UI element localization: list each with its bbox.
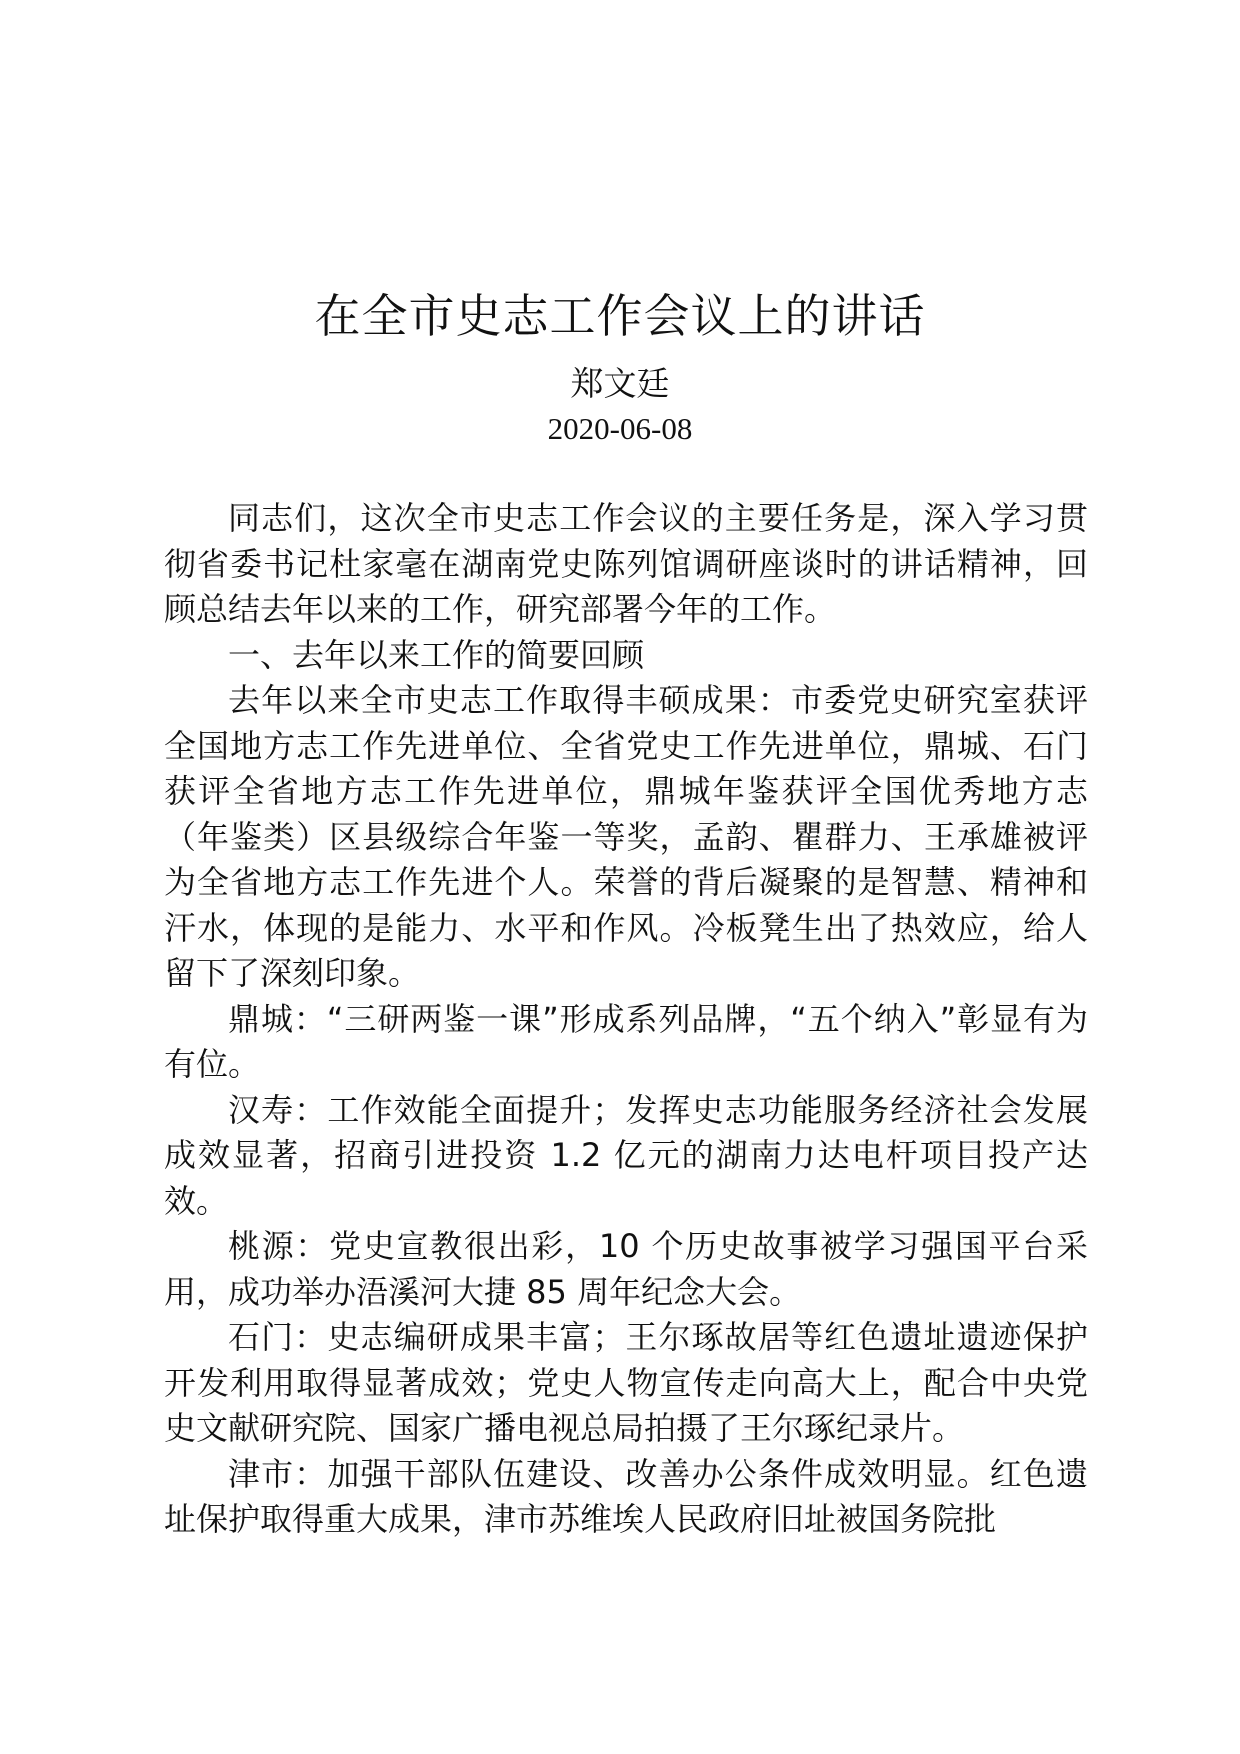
document-title: 在全市史志工作会议上的讲话: [314, 289, 926, 343]
paragraph-taoyuan: 桃源：党史宣教很出彩，10 个历史故事被学习强国平台采用，成功举办浯溪河大捷 85 周年纪念大会。: [164, 1227, 1088, 1311]
document-body: [164, 496, 1088, 1543]
paragraph-jinshi: 津市：加强干部队伍建设、改善办公条件成效明显。红色遗址保护取得重大成果，津市苏维埃人民政府旧址被国务院批: [164, 1454, 1088, 1538]
section-heading: 一、去年以来工作的简要回顾: [228, 635, 645, 674]
paragraph-shimen: 石门：史志编研成果丰富；王尔琢故居等红色遗址遗迹保护开发利用取得显著成效；党史人物宣传走向高大上，配合中央党史文献研究院、国家广播电视总局拍摄了王尔琢纪录片。: [164, 1318, 1088, 1447]
document-author: 郑文廷: [570, 364, 670, 403]
paragraph-dingcheng: 鼎城：“三研两鉴一课”形成系列品牌，“五个纳入”彰显有为有位。: [164, 999, 1088, 1083]
paragraph-achievements: 去年以来全市史志工作取得丰硕成果：市委党史研究室获评全国地方志工作先进单位、全省党史工作先进单位，鼎城、石门获评全省地方志工作先进单位，鼎城年鉴获评全国优秀地方志（年鉴类）区县级综合年鉴一等奖，孟韵、瞿群力、王承雄被评为全省地方志工作先进个人。荣誉的背后凝聚的是智慧、精神和汗水，体现的是能力、水平和作风。冷板凳生出了热效应，给人留下了深刻印象。: [164, 681, 1088, 992]
paragraph-hanshou: 汉寿：工作效能全面提升；发挥史志功能服务经济社会发展成效显著，招商引进投资 1.2 亿元的湖南力达电杆项目投产达效。: [164, 1090, 1088, 1220]
document-date: 2020-06-08: [547, 411, 693, 446]
paragraph-intro: 同志们，这次全市史志工作会议的主要任务是，深入学习贯彻省委书记杜家毫在湖南党史陈列馆调研座谈时的讲话精神，回顾总结去年以来的工作，研究部署今年的工作。: [164, 499, 1088, 628]
